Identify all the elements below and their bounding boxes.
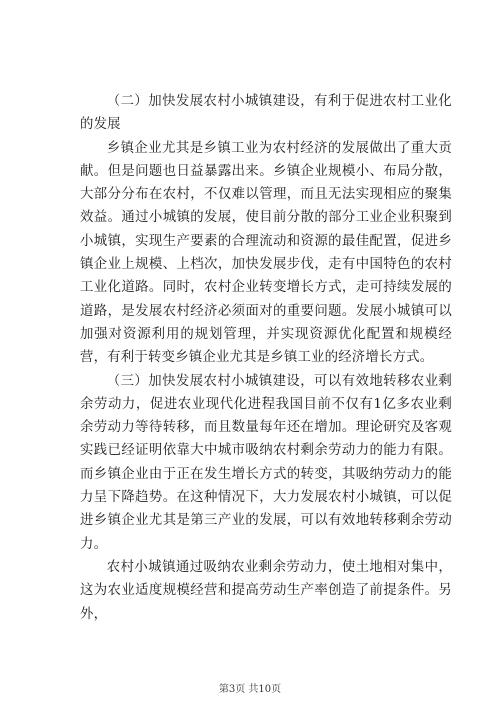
- section-heading-paragraph: （三）加快发展农村小城镇建设，可以有效地转移农业剩余劳动力，促进农业现代化进程我国目前不仅有1亿多农业剩余劳动力等待转移，而且数量每年还在增加。理论研究及客观实践已经证明依靠大中城市吸纳农村剩余劳动力的能力有限。而乡镇企业由于正在发生增长方式的转变，其吸纳劳动力的能力呈下降趋势。在这种情况下，大力发展农村小城镇，可以促进乡镇企业尤其是第三产业的发展，可以有效地转移剩余劳动力。: [80, 373, 452, 552]
- page-number-footer: 第3页 共10页: [218, 684, 282, 695]
- body-paragraph: 乡镇企业尤其是乡镇工业为农村经济的发展做出了重大贡献。但是问题也日益暴露出来。乡镇企业规模小、布局分散，大部分分布在农村，不仅难以管理，而且无法实现相应的聚集效益。通过小城镇的发展，使目前分散的部分工业企业积聚到小城镇，实现生产要素的合理流动和资源的最佳配置，促进乡镇企业上规模、上档次，加快发展步伐，走有中国特色的农村工业化道路。同时，农村企业转变增长方式，走可持续发展的道路，是发展农村经济必须面对的重要问题。发展小城镇可以加强对资源利用的规划管理，并实现资源优化配置和规模经营，有利于转变乡镇企业尤其是乡镇工业的经济增长方式。: [80, 140, 452, 366]
- section-heading-paragraph: （二）加快发展农村小城镇建设，有利于促进农村工业化的发展: [80, 94, 452, 133]
- body-paragraph: 农村小城镇通过吸纳农业剩余劳动力，使土地相对集中，这为农业适度规模经营和提高劳动生产率创造了前提条件。另外，: [80, 559, 452, 622]
- body-text: [80, 90, 452, 626]
